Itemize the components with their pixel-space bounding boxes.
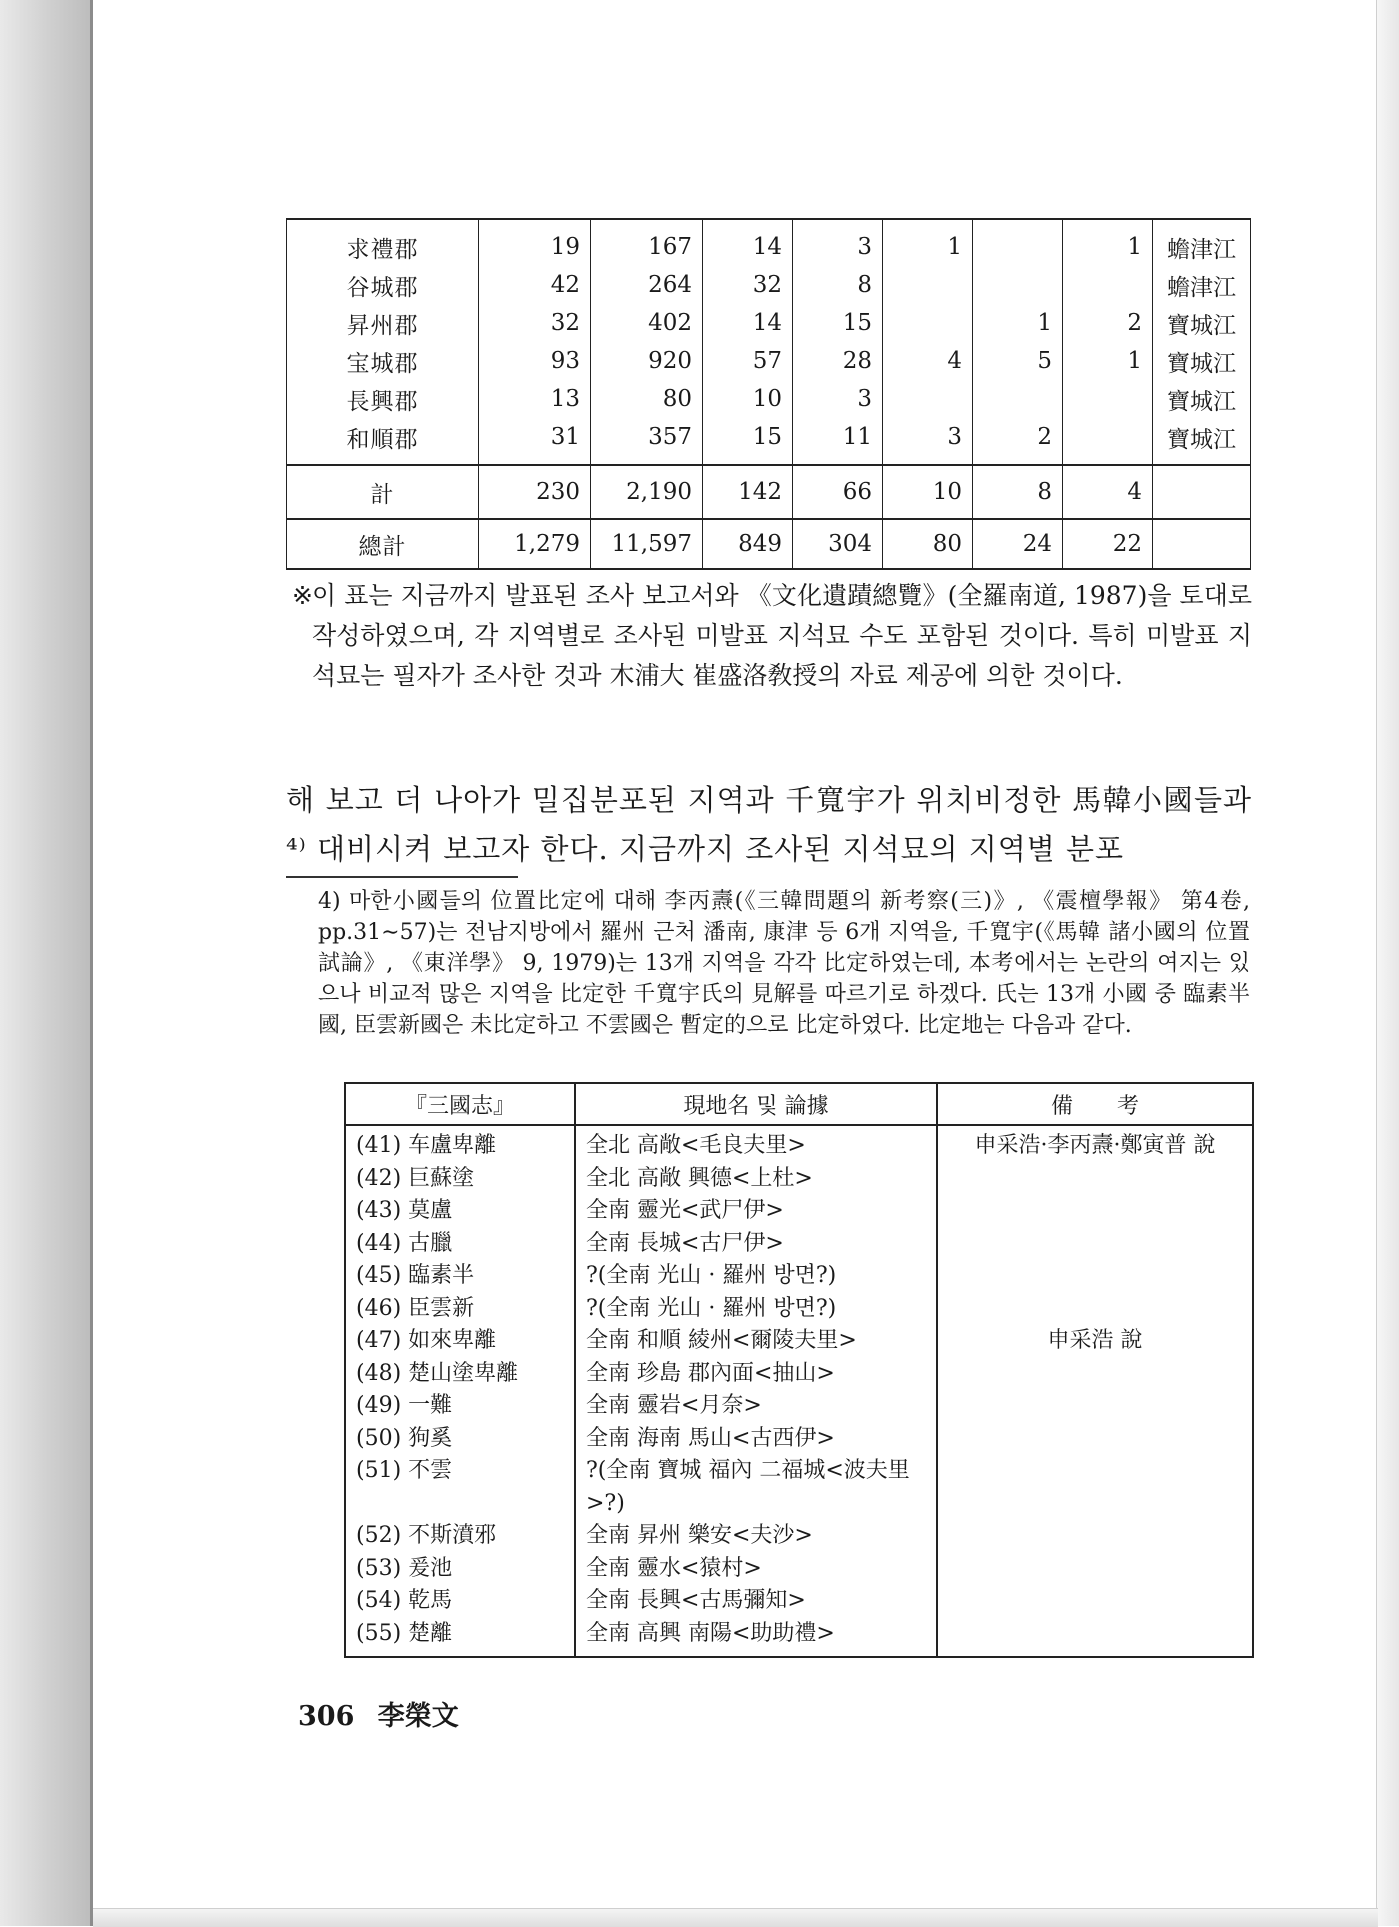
river-cell (1153, 519, 1251, 569)
list-item: 全南 和順 綾州<爾陵夫里> (586, 1328, 857, 1353)
list-item: (43) 莫盧 (356, 1198, 453, 1223)
value-cell: 142 (703, 465, 793, 519)
value-cell: 80 (883, 519, 973, 569)
list-item: 全南 高興 南陽<助助禮> (586, 1620, 835, 1646)
list-item: (52) 不斯濆邪 (356, 1523, 497, 1548)
county-cell: 昇州郡 (287, 304, 479, 342)
river-cell (1153, 465, 1251, 519)
value-cell: 13 (479, 380, 591, 418)
page-number: 306 (298, 1701, 355, 1732)
value-cell: 14 (703, 304, 793, 342)
value-cell (1063, 380, 1153, 418)
list-item: (48) 楚山塗卑離 (356, 1360, 519, 1386)
remarks-cell (937, 1125, 1253, 1657)
value-cell (883, 380, 973, 418)
table-row (287, 266, 1251, 304)
footnote-4 (318, 886, 1250, 1041)
table-row (287, 219, 1251, 266)
value-cell: 167 (591, 219, 703, 266)
list-item: (42) 巨蘇塗 (356, 1165, 475, 1191)
value-cell: 22 (1063, 519, 1153, 569)
value-cell: 8 (973, 465, 1063, 519)
list-item: 全南 長興<古馬彌知> (586, 1588, 806, 1613)
value-cell: 3 (793, 380, 883, 418)
value-cell: 1 (883, 219, 973, 266)
county-cell: 求禮郡 (287, 219, 479, 266)
remark-top: 申采浩·李丙燾·鄭寅普 說 (974, 1133, 1216, 1158)
value-cell (973, 266, 1063, 304)
list-item: 全南 靈水<猿村> (586, 1555, 762, 1581)
table-row (287, 304, 1251, 342)
list-item: (54) 乾馬 (356, 1588, 453, 1613)
value-cell: 402 (591, 304, 703, 342)
value-cell: 80 (591, 380, 703, 418)
table-row (287, 342, 1251, 380)
value-cell: 4 (883, 342, 973, 380)
value-cell: 3 (793, 219, 883, 266)
table-body-row (345, 1125, 1253, 1657)
value-cell: 1 (1063, 219, 1153, 266)
remark-mid: 申采浩 說 (1047, 1327, 1143, 1353)
footnote-number: 4) (318, 889, 341, 914)
list-item: (55) 楚離 (356, 1620, 453, 1646)
value-cell: 920 (591, 342, 703, 380)
list-item: (46) 臣雲新 (356, 1295, 475, 1321)
note-mark: ※ (292, 581, 313, 610)
body-paragraph: 해 보고 더 나아가 밀집분포된 지역과 千寬宇가 위치비정한 馬韓小國들과⁴⁾ 대비시켜 보고자 한다. 지금까지 조사된 지석묘의 지역별 분포 (286, 783, 1252, 866)
value-cell: 5 (973, 342, 1063, 380)
value-cell (883, 266, 973, 304)
header-cell: 『三國志』 (345, 1083, 575, 1125)
value-cell: 66 (793, 465, 883, 519)
value-cell: 357 (591, 418, 703, 465)
river-cell: 蟾津江 (1153, 266, 1251, 304)
value-cell: 19 (479, 219, 591, 266)
list-item: 全南 靈岩<月奈> (586, 1393, 762, 1418)
county-cell: 和順郡 (287, 418, 479, 465)
list-item: 全南 珍島 郡內面<抽山> (586, 1360, 835, 1386)
value-cell: 1 (1063, 342, 1153, 380)
value-cell: 31 (479, 418, 591, 465)
header-cell: 備 考 (937, 1083, 1253, 1125)
river-cell: 寶城江 (1153, 304, 1251, 342)
table-row (287, 380, 1251, 418)
table-header-row (345, 1083, 1253, 1125)
mahan-states-table (344, 1082, 1254, 1658)
value-cell: 11,597 (591, 519, 703, 569)
river-cell: 寶城江 (1153, 418, 1251, 465)
table-row (287, 418, 1251, 465)
footnote-text: 마한小國들의 位置比定에 대해 李丙燾(《三韓問題의 新考察(三)》, 《震檀學報》 第4卷, pp.31∼57)는 전남지방에서 羅州 근처 潘南, 康津 등 6개 지역을, 千寬宇(《馬韓 諸小國의 位置 試論》, 《東洋學》 9, 1979)는 13개 지역을 각각 比定하였는데, 本考에서는 논란의 여지는 있으나 비교적 많은 지역을 比定한 千寬宇氏의 見解를 따르기로 하겠다. 氏는 13개 小國 중 臨素半國, 臣雲新國은 未比定하고 不雲國은 暫定的으로 比定하였다. 比定地는 다음과 같다. (318, 889, 1250, 1038)
book-spine (0, 0, 92, 1926)
value-cell (973, 219, 1063, 266)
value-cell: 24 (973, 519, 1063, 569)
list-item: (45) 臨素半 (356, 1263, 475, 1288)
list-item: 全南 昇州 樂安<夫沙> (586, 1523, 813, 1548)
river-cell: 寶城江 (1153, 342, 1251, 380)
value-cell: 32 (479, 304, 591, 342)
page-folio (298, 1694, 459, 1733)
place-names-cell (575, 1125, 937, 1657)
value-cell: 2,190 (591, 465, 703, 519)
value-cell: 230 (479, 465, 591, 519)
list-item: ?(全南 寶城 福內 二福城<波夫里>?) (586, 1458, 910, 1516)
value-cell: 15 (793, 304, 883, 342)
value-cell: 3 (883, 418, 973, 465)
value-cell: 10 (883, 465, 973, 519)
value-cell: 32 (703, 266, 793, 304)
total-label: 總計 (287, 519, 479, 569)
county-cell: 宝城郡 (287, 342, 479, 380)
subtotal-label: 計 (287, 465, 479, 519)
value-cell: 2 (973, 418, 1063, 465)
value-cell: 15 (703, 418, 793, 465)
author-name: 李榮文 (377, 1701, 459, 1732)
dolmen-stats-table (286, 218, 1251, 570)
total-row (287, 519, 1251, 569)
value-cell: 42 (479, 266, 591, 304)
list-item: ?(全南 光山 · 羅州 방면?) (586, 1295, 837, 1321)
county-cell: 谷城郡 (287, 266, 479, 304)
subtotal-row (287, 465, 1251, 519)
list-item: 全南 靈光<武尸伊> (586, 1198, 784, 1223)
value-cell: 4 (1063, 465, 1153, 519)
list-item: 全南 長城<古尸伊> (586, 1230, 784, 1256)
value-cell: 264 (591, 266, 703, 304)
list-item: (49) 一難 (356, 1393, 453, 1418)
value-cell: 57 (703, 342, 793, 380)
county-cell: 長興郡 (287, 380, 479, 418)
value-cell: 8 (793, 266, 883, 304)
list-item: 全北 高敞 興德<上杜> (586, 1165, 813, 1191)
list-item: (41) 车盧卑離 (356, 1133, 497, 1158)
list-item: 全北 高敞<毛良夫里> (586, 1133, 806, 1158)
value-cell: 11 (793, 418, 883, 465)
value-cell: 28 (793, 342, 883, 380)
value-cell: 1 (973, 304, 1063, 342)
page-edge-bottom (93, 1908, 1378, 1927)
list-item: (44) 古臘 (356, 1230, 453, 1256)
list-item: (53) 爰池 (356, 1555, 453, 1581)
value-cell: 849 (703, 519, 793, 569)
value-cell (1063, 266, 1153, 304)
value-cell: 93 (479, 342, 591, 380)
footnote-divider (286, 876, 518, 878)
value-cell: 304 (793, 519, 883, 569)
value-cell: 2 (1063, 304, 1153, 342)
river-cell: 寶城江 (1153, 380, 1251, 418)
value-cell: 1,279 (479, 519, 591, 569)
list-item: (51) 不雲 (356, 1458, 453, 1483)
list-item: 全南 海南 馬山<古西伊> (586, 1425, 835, 1451)
header-cell: 現地名 및 論據 (575, 1083, 937, 1125)
river-cell: 蟾津江 (1153, 219, 1251, 266)
value-cell: 14 (703, 219, 793, 266)
note-text: 이 표는 지금까지 발표된 조사 보고서와 《文化遺蹟總覽》(全羅南道, 1987)을 토대로 작성하였으며, 각 지역별로 조사된 미발표 지석묘 수도 포함된 것이다. 특히 미발표 지석묘는 필자가 조사한 것과 木浦大 崔盛洛敎授의 자료 제공에 의한 것이다. (312, 581, 1252, 690)
list-item: (47) 如來卑離 (356, 1328, 497, 1353)
value-cell (883, 304, 973, 342)
value-cell: 10 (703, 380, 793, 418)
list-item: (50) 狗奚 (356, 1425, 453, 1451)
table-note (292, 576, 1252, 696)
value-cell (1063, 418, 1153, 465)
value-cell (973, 380, 1063, 418)
list-item: ?(全南 光山 · 羅州 방면?) (586, 1263, 837, 1288)
page-edge-right (1376, 0, 1399, 1926)
state-names-cell (345, 1125, 575, 1657)
